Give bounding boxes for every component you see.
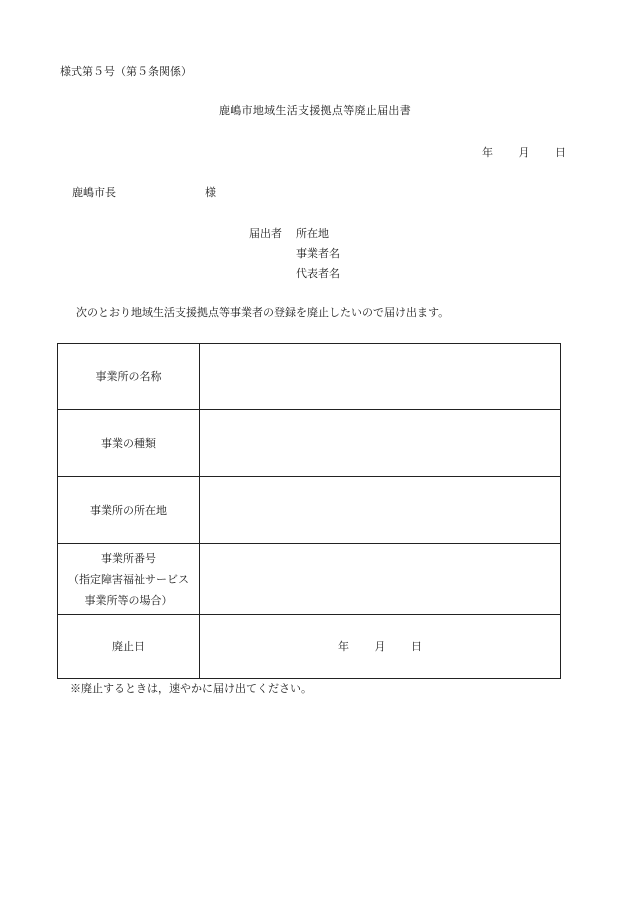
abolition-form-table [57,343,561,679]
business-type-field[interactable] [200,410,561,477]
office-number-label-line-3: 事業所等の場合） [84,593,173,607]
table-row [58,477,561,544]
office-number-label-line-1: 事業所番号 [101,551,156,565]
submission-date: 年 月 日 [482,146,566,159]
business-type-label: 事業の種類 [58,410,200,477]
table-row [58,410,561,477]
office-number-field[interactable] [200,544,561,615]
office-name-label: 事業所の名称 [58,344,200,410]
office-number-label [58,544,200,615]
addressee-honorific: 様 [205,186,216,199]
addressee-name: 鹿嶋市長 [72,186,116,199]
office-name-field[interactable] [200,344,561,410]
table-row [58,344,561,410]
footnote: ※廃止するときは，速やかに届け出てください。 [70,682,312,695]
abolition-date-label: 廃止日 [58,615,200,679]
notifier-address-label: 所在地 [296,227,329,240]
notifier-representative-label: 代表者名 [296,267,340,280]
table-row [58,544,561,615]
declaration-statement: 次のとおり地域生活支援拠点等事業者の登録を廃止したいので届け出ます。 [76,306,450,319]
office-address-label: 事業所の所在地 [58,477,200,544]
office-address-field[interactable] [200,477,561,544]
office-number-label-line-2: （指定障害福祉サービス [68,572,189,586]
form-number: 様式第５号（第５条関係） [60,65,192,78]
notifier-label: 届出者 [249,227,282,240]
table-row [58,615,561,679]
notifier-business-name-label: 事業者名 [296,247,340,260]
document-title: 鹿嶋市地域生活支援拠点等廃止届出書 [218,104,412,117]
abolition-date-field[interactable]: 年 月 日 [200,615,561,679]
